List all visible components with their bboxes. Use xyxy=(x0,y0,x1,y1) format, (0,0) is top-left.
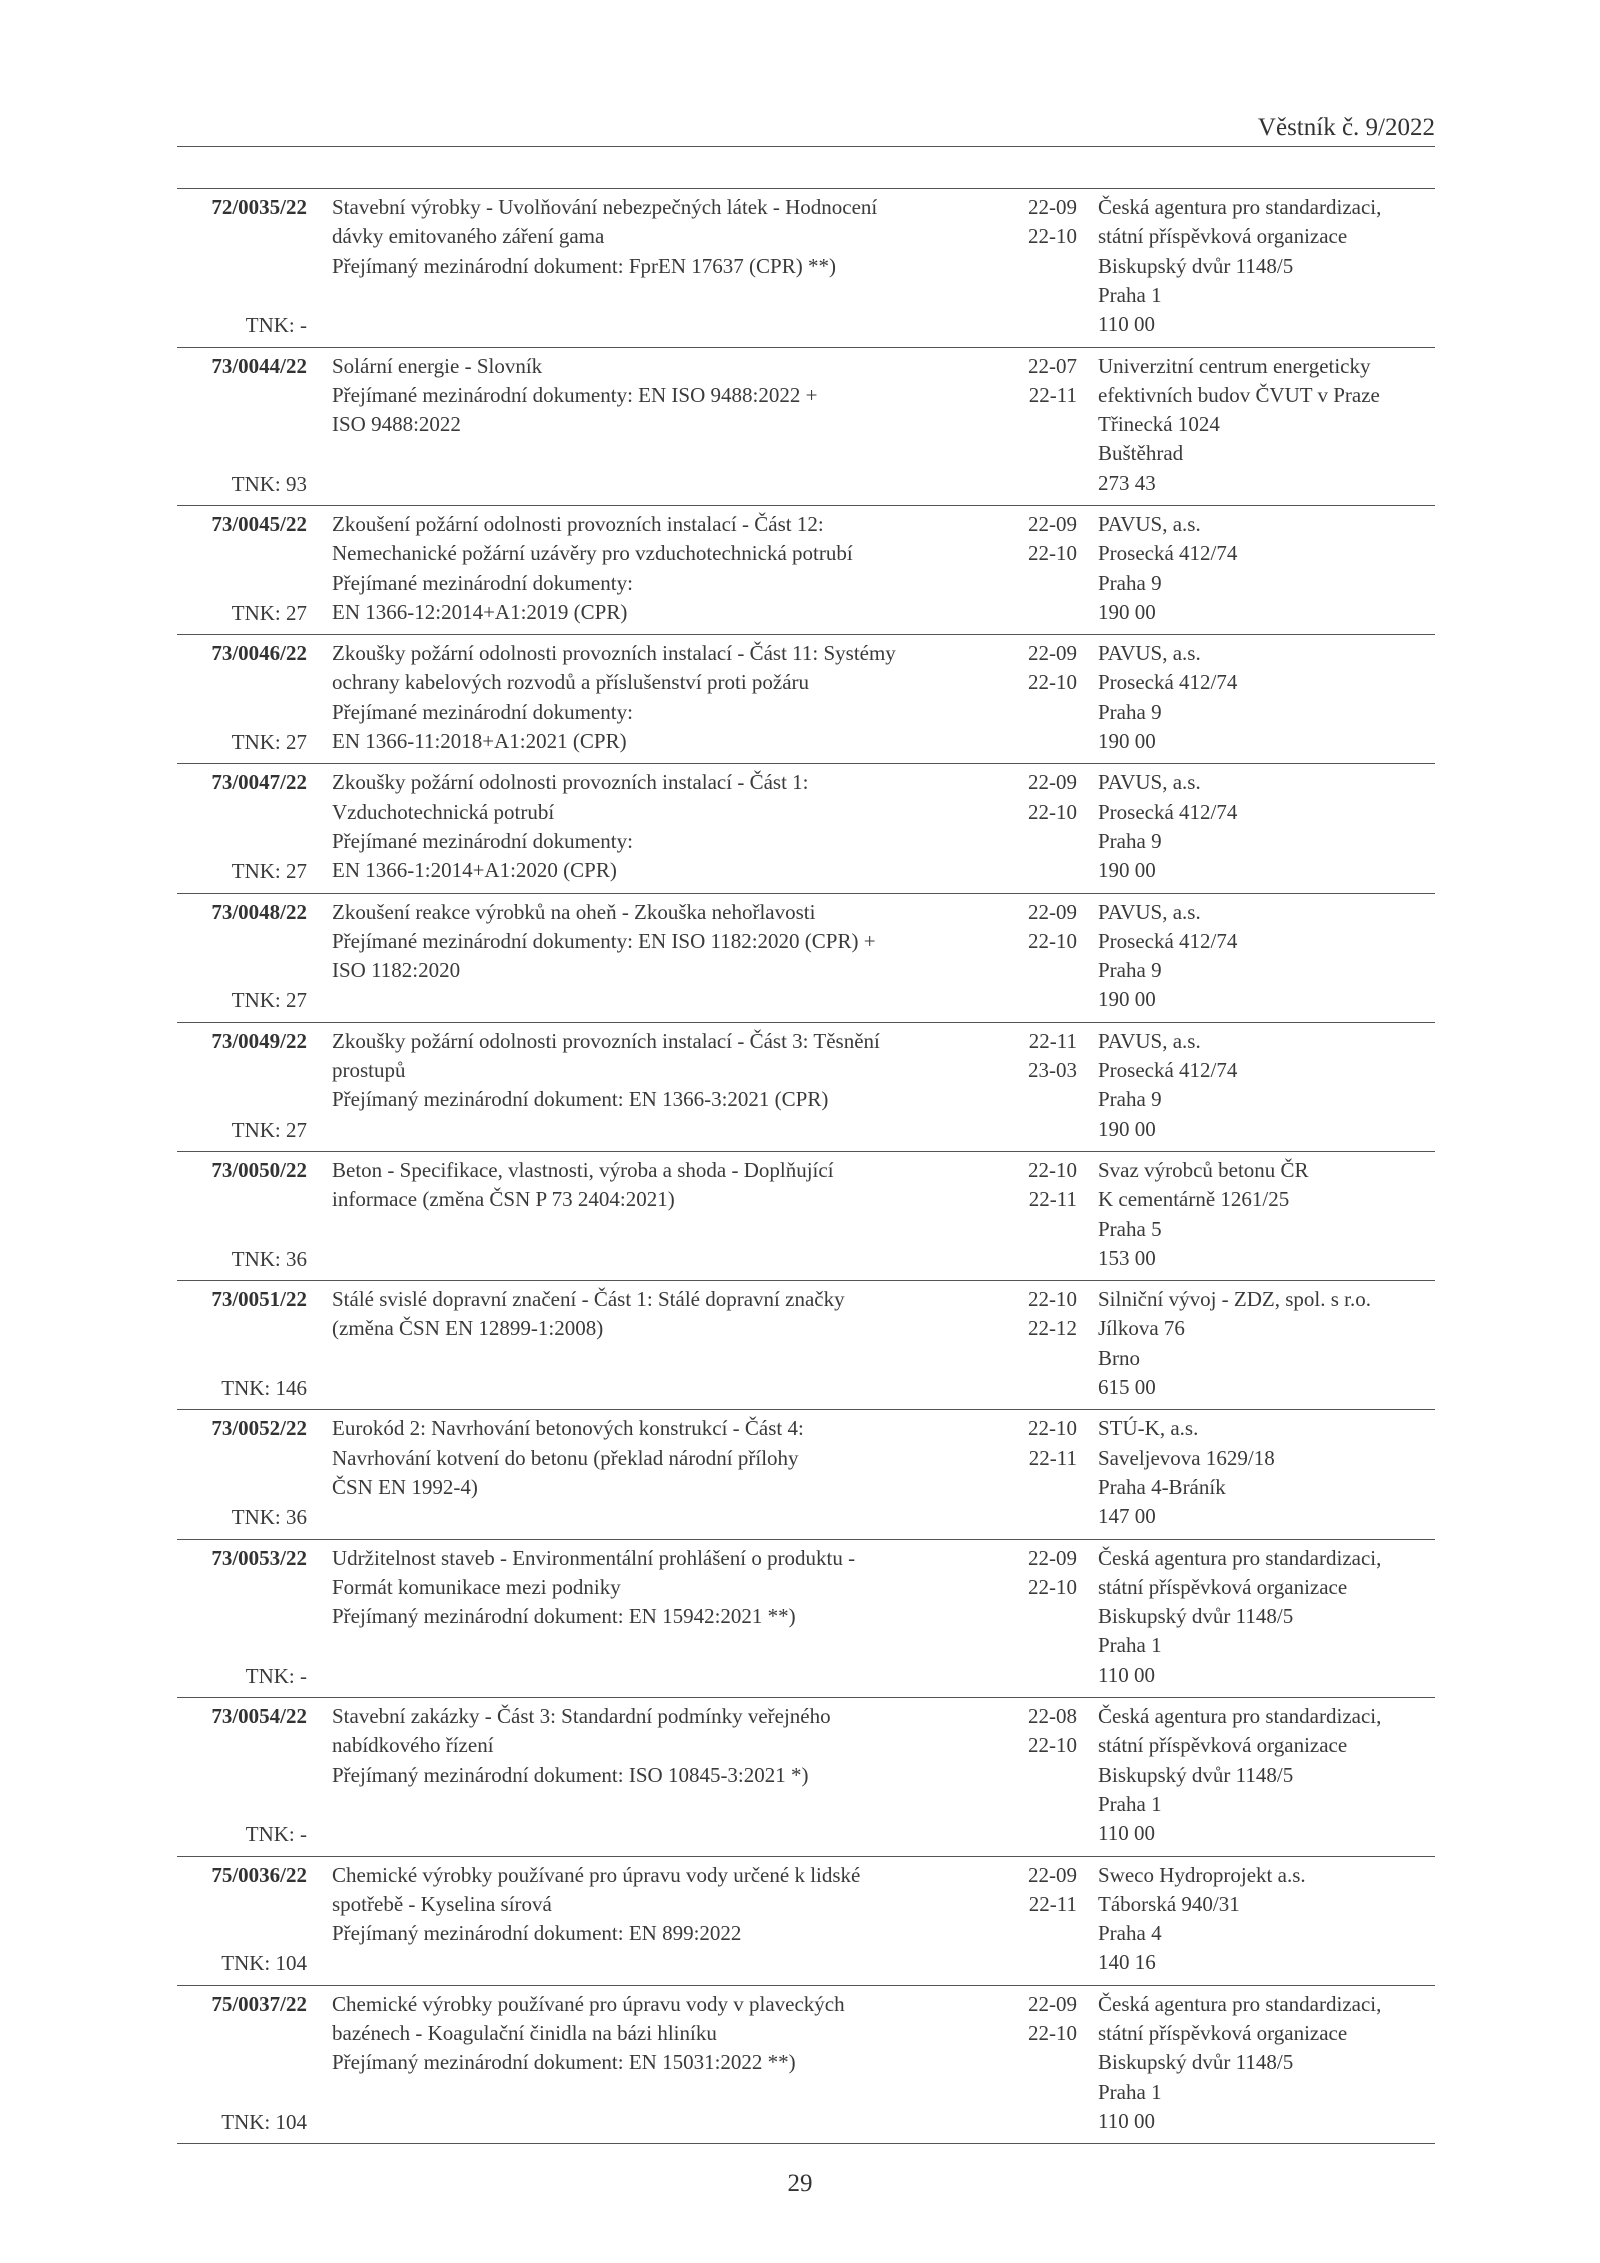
processor-address-line: Prosecká 412/74 xyxy=(1098,541,1238,566)
processor-address-line: Třinecká 1024 xyxy=(1098,412,1220,437)
standard-dates-line: 22-10 xyxy=(1028,1157,1077,1182)
standard-dates xyxy=(1007,898,1077,957)
standard-dates-line: 22-11 xyxy=(1028,1891,1077,1916)
processor-address-line: Prosecká 412/74 xyxy=(1098,928,1238,953)
tnk-label: TNK: 27 xyxy=(231,988,307,1013)
table-row xyxy=(177,1698,1435,1857)
processor-address-line: PAVUS, a.s. xyxy=(1098,1028,1201,1053)
standard-title xyxy=(332,1156,992,1215)
standard-title-line: EN 1366-1:2014+A1:2020 (CPR) xyxy=(332,858,617,883)
standard-title-line: Chemické výrobky používané pro úpravu vody v plaveckých xyxy=(332,1991,845,2016)
processor-address xyxy=(1098,1990,1435,2136)
tnk-label: TNK: - xyxy=(245,313,307,338)
processor-address-line: Praha 9 xyxy=(1098,958,1162,983)
processor-address-line: Česká agentura pro standardizaci, xyxy=(1098,195,1382,219)
processor-address xyxy=(1098,1702,1435,1848)
processor-address-line: Prosecká 412/74 xyxy=(1098,799,1238,824)
standard-dates xyxy=(1007,1285,1077,1344)
standard-dates-line: 22-10 xyxy=(1028,1733,1077,1758)
processor-address-line: Praha 1 xyxy=(1098,1791,1162,1816)
tnk-label: TNK: 146 xyxy=(221,1376,307,1401)
standard-title xyxy=(332,352,992,440)
standard-title-line: Přejímaný mezinárodní dokument: FprEN 17637 (CPR) **) xyxy=(332,253,836,278)
tnk-label: TNK: - xyxy=(245,1663,307,1688)
standard-dates-line: 22-09 xyxy=(1028,899,1077,924)
processor-address-line: státní příspěvková organizace xyxy=(1098,224,1348,249)
standard-number: 75/0037/22 xyxy=(211,1991,307,2016)
standard-dates-line: 22-10 xyxy=(1028,541,1077,566)
standard-title-line: spotřebě - Kyselina sírová xyxy=(332,1891,552,1916)
standard-title-line: Přejímané mezinárodní dokumenty: xyxy=(332,828,633,853)
standard-number: 73/0053/22 xyxy=(211,1545,307,1570)
processor-address-line: Prosecká 412/74 xyxy=(1098,670,1238,695)
tnk-label: TNK: 36 xyxy=(231,1246,307,1271)
standard-dates-line: 22-11 xyxy=(1028,382,1077,407)
tnk-label: TNK: 104 xyxy=(221,2109,307,2134)
standard-dates-line: 22-10 xyxy=(1028,799,1077,824)
page-number: 29 xyxy=(787,2170,813,2197)
processor-address-line: Silniční vývoj - ZDZ, spol. s r.o. xyxy=(1098,1287,1371,1312)
standard-title-line: Eurokód 2: Navrhování betonových konstrukcí - Část 4: xyxy=(332,1416,804,1441)
processor-address-line: Česká agentura pro standardizaci, xyxy=(1098,1545,1382,1570)
processor-address-line: Svaz výrobců betonu ČR xyxy=(1098,1157,1309,1182)
standard-number: 73/0054/22 xyxy=(211,1704,307,1728)
standard-title-line: Vzduchotechnická potrubí xyxy=(332,799,555,824)
standard-dates xyxy=(1007,510,1077,569)
standard-dates-line: 22-09 xyxy=(1028,512,1077,536)
processor-address-line: Česká agentura pro standardizaci, xyxy=(1098,1991,1382,2016)
standard-title-line: Udržitelnost staveb - Environmentální prohlášení o produktu - xyxy=(332,1545,856,1570)
standard-title xyxy=(332,639,992,756)
standard-number: 73/0048/22 xyxy=(211,899,307,924)
processor-address xyxy=(1098,352,1435,498)
processor-address-line: Jílkova 76 xyxy=(1098,1316,1185,1341)
standard-dates-line: 22-11 xyxy=(1028,1028,1077,1053)
standard-number: 73/0049/22 xyxy=(211,1028,307,1053)
processor-address-line: 110 00 xyxy=(1098,312,1155,337)
standard-dates xyxy=(1007,639,1077,698)
tnk-label: TNK: 93 xyxy=(231,471,307,496)
standard-dates xyxy=(1007,1702,1077,1761)
standard-title-line: Solární energie - Slovník xyxy=(332,353,543,378)
standard-title-line: Přejímaný mezinárodní dokument: EN 899:2022 xyxy=(332,1921,742,1946)
processor-address-line: 153 00 xyxy=(1098,1245,1156,1270)
table-row xyxy=(177,1540,1435,1699)
standard-title xyxy=(332,193,992,281)
processor-address-line: 110 00 xyxy=(1098,2108,1155,2133)
processor-address-line: Biskupský dvůr 1148/5 xyxy=(1098,1604,1294,1629)
standard-title-line: Přejímané mezinárodní dokumenty: EN ISO 1182:2020 (CPR) + xyxy=(332,928,876,953)
table-row xyxy=(177,348,1435,507)
standard-number: 73/0047/22 xyxy=(211,770,307,795)
standard-dates-line: 22-10 xyxy=(1028,2020,1077,2045)
processor-address-line: PAVUS, a.s. xyxy=(1098,899,1201,924)
processor-address xyxy=(1098,1285,1435,1402)
tnk-label: TNK: 27 xyxy=(231,730,307,755)
standard-dates xyxy=(1007,1544,1077,1603)
table-row xyxy=(177,1152,1435,1281)
standard-dates xyxy=(1007,193,1077,252)
processor-address-line: Praha 5 xyxy=(1098,1216,1162,1241)
standard-title-line: Přejímané mezinárodní dokumenty: xyxy=(332,699,633,724)
processor-address-line: státní příspěvková organizace xyxy=(1098,1733,1348,1758)
processor-address-line: státní příspěvková organizace xyxy=(1098,2020,1348,2045)
processor-address-line: 147 00 xyxy=(1098,1504,1156,1529)
processor-address xyxy=(1098,1156,1435,1273)
processor-address xyxy=(1098,193,1435,339)
table-row xyxy=(177,1857,1435,1986)
standard-number: 73/0044/22 xyxy=(211,353,307,378)
standard-title-line: Zkoušky požární odolnosti provozních instalací - Část 1: xyxy=(332,770,809,795)
standard-title xyxy=(332,1414,992,1502)
processor-address-line: K cementárně 1261/25 xyxy=(1098,1187,1290,1212)
standard-number: 73/0046/22 xyxy=(211,641,307,666)
standard-title-line: ISO 9488:2022 xyxy=(332,412,461,437)
processor-address-line: Brno xyxy=(1098,1345,1140,1370)
standard-title-line: Zkoušky požární odolnosti provozních instalací - Část 11: Systémy xyxy=(332,641,896,666)
table-row xyxy=(177,189,1435,348)
standard-number: 72/0035/22 xyxy=(211,195,307,219)
processor-address-line: 110 00 xyxy=(1098,1662,1155,1687)
processor-address-line: Biskupský dvůr 1148/5 xyxy=(1098,253,1294,278)
standard-dates-line: 22-09 xyxy=(1028,1862,1077,1887)
standard-number: 75/0036/22 xyxy=(211,1862,307,1887)
standard-title-line: EN 1366-12:2014+A1:2019 (CPR) xyxy=(332,599,628,624)
standard-dates-line: 22-10 xyxy=(1028,928,1077,953)
processor-address-line: 190 00 xyxy=(1098,987,1156,1012)
standard-dates-line: 22-09 xyxy=(1028,641,1077,666)
standard-dates-line: 22-11 xyxy=(1028,1445,1077,1470)
standard-dates-line: 22-08 xyxy=(1028,1704,1077,1728)
processor-address-line: 273 43 xyxy=(1098,470,1156,495)
processor-address-line: 615 00 xyxy=(1098,1375,1156,1400)
standard-title xyxy=(332,1861,992,1949)
tnk-label: TNK: - xyxy=(245,1822,307,1847)
processor-address-line: Praha 4-Bráník xyxy=(1098,1474,1226,1499)
standard-title-line: Přejímaný mezinárodní dokument: ISO 10845-3:2021 *) xyxy=(332,1762,809,1787)
standard-title xyxy=(332,1702,992,1790)
standard-title xyxy=(332,1285,992,1344)
standard-title-line: dávky emitovaného záření gama xyxy=(332,224,605,249)
processor-address-line: Praha 1 xyxy=(1098,282,1162,307)
tnk-label: TNK: 104 xyxy=(221,1951,307,1976)
standards-table xyxy=(177,188,1435,2144)
standard-dates xyxy=(1007,1027,1077,1086)
table-row xyxy=(177,1281,1435,1410)
standard-dates xyxy=(1007,1414,1077,1473)
standard-number: 73/0045/22 xyxy=(211,512,307,536)
table-row xyxy=(177,764,1435,893)
standard-title xyxy=(332,510,992,627)
standard-dates-line: 22-09 xyxy=(1028,770,1077,795)
standard-dates xyxy=(1007,1990,1077,2049)
standard-title-line: Přejímané mezinárodní dokumenty: EN ISO 9488:2022 + xyxy=(332,382,818,407)
standard-title-line: Stálé svislé dopravní značení - Část 1: Stálé dopravní značky xyxy=(332,1287,845,1312)
tnk-label: TNK: 27 xyxy=(231,859,307,884)
standard-dates xyxy=(1007,352,1077,411)
processor-address-line: Praha 1 xyxy=(1098,1633,1162,1658)
processor-address-line: Saveljevova 1629/18 xyxy=(1098,1445,1275,1470)
table-row xyxy=(177,1410,1435,1539)
standard-title-line: Přejímaný mezinárodní dokument: EN 15031:2022 **) xyxy=(332,2050,796,2075)
standard-title-line: Formát komunikace mezi podniky xyxy=(332,1574,621,1599)
processor-address xyxy=(1098,639,1435,756)
processor-address-line: Praha 9 xyxy=(1098,828,1162,853)
processor-address-line: Česká agentura pro standardizaci, xyxy=(1098,1704,1382,1728)
processor-address-line: 190 00 xyxy=(1098,1116,1156,1141)
processor-address-line: Buštěhrad xyxy=(1098,441,1184,466)
processor-address-line: Praha 9 xyxy=(1098,1087,1162,1112)
standard-title-line: EN 1366-11:2018+A1:2021 (CPR) xyxy=(332,729,627,754)
tnk-label: TNK: 27 xyxy=(231,600,307,625)
standard-title xyxy=(332,1027,992,1115)
standard-dates xyxy=(1007,1861,1077,1920)
tnk-label: TNK: 36 xyxy=(231,1505,307,1530)
processor-address-line: Praha 9 xyxy=(1098,570,1162,595)
standard-dates-line: 22-09 xyxy=(1028,1991,1077,2016)
standard-title-line: ČSN EN 1992-4) xyxy=(332,1474,478,1499)
standard-dates-line: 22-11 xyxy=(1028,1187,1077,1212)
standard-dates-line: 22-07 xyxy=(1028,353,1077,378)
standard-dates-line: 22-10 xyxy=(1028,224,1077,249)
processor-address-line: 190 00 xyxy=(1098,729,1156,754)
processor-address xyxy=(1098,1027,1435,1144)
processor-address-line: STÚ-K, a.s. xyxy=(1098,1416,1199,1441)
standard-dates xyxy=(1007,768,1077,827)
standard-dates-line: 22-12 xyxy=(1028,1316,1077,1341)
standard-title-line: Navrhování kotvení do betonu (překlad národní přílohy xyxy=(332,1445,799,1470)
tnk-label: TNK: 27 xyxy=(231,1117,307,1142)
standard-dates-line: 22-10 xyxy=(1028,1287,1077,1312)
processor-address-line: Táborská 940/31 xyxy=(1098,1891,1240,1916)
processor-address-line: Prosecká 412/74 xyxy=(1098,1058,1238,1083)
table-row xyxy=(177,1023,1435,1152)
standard-title-line: Přejímaný mezinárodní dokument: EN 15942:2021 **) xyxy=(332,1604,796,1629)
processor-address-line: 110 00 xyxy=(1098,1821,1155,1846)
standard-dates-line: 22-09 xyxy=(1028,195,1077,219)
standard-number: 73/0051/22 xyxy=(211,1287,307,1312)
standard-title-line: Přejímaný mezinárodní dokument: EN 1366-3:2021 (CPR) xyxy=(332,1087,829,1112)
table-row xyxy=(177,635,1435,764)
header-title: Věstník č. 9/2022 xyxy=(1257,114,1435,141)
standard-dates-line: 23-03 xyxy=(1028,1058,1077,1083)
standard-title-line: Zkoušení požární odolnosti provozních instalací - Část 12: xyxy=(332,512,824,536)
standard-title-line: Zkoušky požární odolnosti provozních instalací - Část 3: Těsnění xyxy=(332,1028,880,1053)
processor-address-line: efektivních budov ČVUT v Praze xyxy=(1098,382,1380,407)
standard-title-line: Přejímané mezinárodní dokumenty: xyxy=(332,570,633,595)
processor-address xyxy=(1098,1414,1435,1531)
standard-dates-line: 22-10 xyxy=(1028,670,1077,695)
standard-title-line: Stavební zakázky - Část 3: Standardní podmínky veřejného xyxy=(332,1704,831,1728)
standard-title-line: informace (změna ČSN P 73 2404:2021) xyxy=(332,1187,675,1212)
standard-title-line: Stavební výrobky - Uvolňování nebezpečných látek - Hodnocení xyxy=(332,195,878,219)
processor-address xyxy=(1098,1544,1435,1690)
standard-title-line: Beton - Specifikace, vlastnosti, výroba a shoda - Doplňující xyxy=(332,1157,834,1182)
standard-dates xyxy=(1007,1156,1077,1215)
standard-title-line: Nemechanické požární uzávěry pro vzduchotechnická potrubí xyxy=(332,541,853,566)
standard-title-line: bazénech - Koagulační činidla na bázi hliníku xyxy=(332,2020,717,2045)
processor-address-line: PAVUS, a.s. xyxy=(1098,641,1201,666)
standard-title-line: ISO 1182:2020 xyxy=(332,958,461,983)
standard-title xyxy=(332,898,992,986)
standard-number: 73/0050/22 xyxy=(211,1157,307,1182)
processor-address-line: PAVUS, a.s. xyxy=(1098,512,1201,536)
processor-address xyxy=(1098,510,1435,627)
processor-address-line: PAVUS, a.s. xyxy=(1098,770,1201,795)
processor-address xyxy=(1098,768,1435,885)
table-row xyxy=(177,1986,1435,2145)
standard-dates-line: 22-09 xyxy=(1028,1545,1077,1570)
standard-title-line: (změna ČSN EN 12899-1:2008) xyxy=(332,1316,604,1341)
standard-title-line: ochrany kabelových rozvodů a příslušenství proti požáru xyxy=(332,670,810,695)
standard-title-line: nabídkového řízení xyxy=(332,1733,494,1758)
processor-address xyxy=(1098,898,1435,1015)
processor-address xyxy=(1098,1861,1435,1978)
processor-address-line: Praha 1 xyxy=(1098,2079,1162,2104)
page-header xyxy=(177,110,1435,147)
standard-title xyxy=(332,1990,992,2078)
table-row xyxy=(177,894,1435,1023)
processor-address-line: Biskupský dvůr 1148/5 xyxy=(1098,2050,1294,2075)
standard-dates-line: 22-10 xyxy=(1028,1574,1077,1599)
standard-title-line: Chemické výrobky používané pro úpravu vody určené k lidské xyxy=(332,1862,861,1887)
standard-title xyxy=(332,768,992,885)
processor-address-line: 140 16 xyxy=(1098,1950,1156,1975)
processor-address-line: 190 00 xyxy=(1098,599,1156,624)
standard-title-line: Zkoušení reakce výrobků na oheň - Zkouška nehořlavosti xyxy=(332,899,816,924)
processor-address-line: Univerzitní centrum energeticky xyxy=(1098,353,1371,378)
standard-title xyxy=(332,1544,992,1632)
processor-address-line: 190 00 xyxy=(1098,858,1156,883)
table-row xyxy=(177,506,1435,635)
processor-address-line: Sweco Hydroprojekt a.s. xyxy=(1098,1862,1306,1887)
standard-number: 73/0052/22 xyxy=(211,1416,307,1441)
processor-address-line: státní příspěvková organizace xyxy=(1098,1574,1348,1599)
processor-address-line: Praha 9 xyxy=(1098,699,1162,724)
processor-address-line: Praha 4 xyxy=(1098,1921,1162,1946)
standard-title-line: prostupů xyxy=(332,1058,406,1083)
standard-dates-line: 22-10 xyxy=(1028,1416,1077,1441)
processor-address-line: Biskupský dvůr 1148/5 xyxy=(1098,1762,1294,1787)
